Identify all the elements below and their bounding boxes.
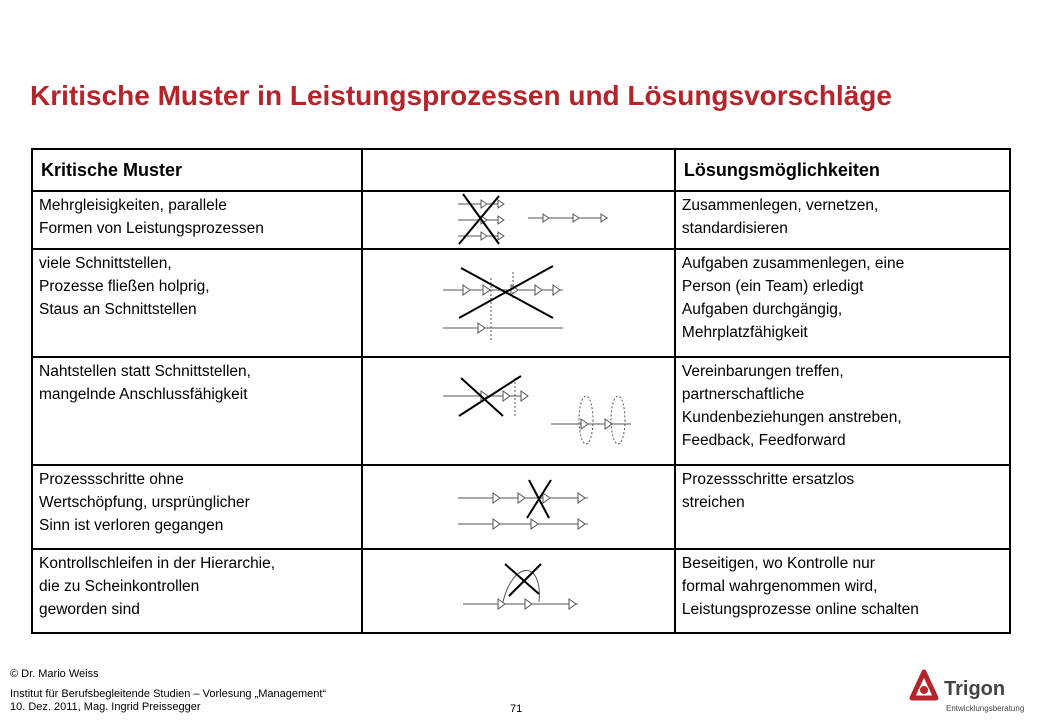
footer-date-author: 10. Dez. 2011, Mag. Ingrid Preissegger	[10, 701, 201, 713]
footer-institute: Institut für Berufsbegleitende Studien – Vorlesung „Management“	[10, 688, 327, 700]
table-row	[32, 549, 1010, 633]
solution-line: Zusammenlegen, vernetzen,	[681, 197, 879, 214]
table-header-row	[32, 149, 1010, 191]
solution-line: standardisieren	[681, 220, 788, 237]
pattern-line: Prozessschritte ohne	[39, 471, 184, 488]
interfaces-diagram	[363, 250, 671, 356]
logo-tagline: Entwicklungsberatung	[946, 704, 1025, 713]
pattern-line: viele Schnittstellen,	[39, 255, 172, 272]
pattern-cell	[32, 465, 362, 549]
pattern-line: Wertschöpfung, ursprünglicher	[39, 494, 250, 511]
pattern-line: die zu Scheinkontrollen	[39, 578, 200, 595]
solution-line: streichen	[681, 494, 745, 511]
table-row	[32, 249, 1010, 357]
pattern-line: Nahtstellen statt Schnittstellen,	[39, 363, 251, 380]
solution-cell	[675, 357, 1010, 465]
pattern-line: mangelnde Anschlussfähigkeit	[39, 386, 248, 403]
pattern-line: Mehrgleisigkeiten, parallele	[39, 197, 227, 214]
pattern-line: geworden sind	[39, 601, 140, 618]
solution-cell	[675, 465, 1010, 549]
diagram-cell	[362, 191, 675, 249]
pattern-cell	[32, 549, 362, 633]
solution-line: Person (ein Team) erledigt	[681, 278, 864, 295]
diagram-cell	[362, 249, 675, 357]
solution-line: Aufgaben durchgängig,	[681, 301, 843, 318]
diagram-cell	[362, 549, 675, 633]
diagram-cell	[362, 357, 675, 465]
solution-line: Prozessschritte ersatzlos	[681, 471, 855, 488]
footer-copyright: © Dr. Mario Weiss	[10, 668, 99, 680]
solution-line: Mehrplatzfähigkeit	[681, 324, 808, 341]
solution-cell	[675, 549, 1010, 633]
header-solutions: Lösungsmöglichkeiten	[675, 149, 1010, 191]
parallel-processes-diagram	[363, 192, 671, 248]
pattern-line: Formen von Leistungsprozessen	[39, 220, 264, 237]
slide-title: Kritische Muster in Leistungsprozessen und Lösungsvorschläge	[30, 80, 892, 111]
solution-line: Beseitigen, wo Kontrolle nur	[681, 555, 875, 572]
trigon-logo	[908, 668, 1025, 716]
solution-line: Feedback, Feedforward	[681, 432, 846, 449]
table-row	[32, 465, 1010, 549]
control-loops-diagram	[363, 550, 671, 632]
page-number: 71	[510, 703, 523, 715]
solution-cell	[675, 191, 1010, 249]
pattern-line: Kontrollschleifen in der Hierarchie,	[39, 555, 276, 572]
solution-line: Aufgaben zusammenlegen, eine	[681, 255, 905, 272]
solution-line: partnerschaftliche	[681, 386, 805, 403]
solution-line: Kundenbeziehungen anstreben,	[681, 409, 902, 426]
pattern-cell	[32, 357, 362, 465]
pattern-line: Prozesse fließen holprig,	[39, 278, 210, 295]
table-row	[32, 191, 1010, 249]
solution-line: Leistungsprozesse online schalten	[681, 601, 919, 618]
pattern-cell	[32, 249, 362, 357]
seams-diagram	[363, 358, 671, 464]
solution-line: Vereinbarungen treffen,	[681, 363, 844, 380]
pattern-line: Sinn ist verloren gegangen	[39, 517, 224, 534]
logo-name: Trigon	[944, 678, 1006, 700]
pattern-line: Staus an Schnittstellen	[39, 301, 197, 318]
solution-cell	[675, 249, 1010, 357]
solution-line: formal wahrgenommen wird,	[681, 578, 878, 595]
header-patterns: Kritische Muster	[32, 149, 362, 191]
pattern-cell	[32, 191, 362, 249]
trigon-mark-icon	[908, 668, 940, 704]
diagram-cell	[362, 465, 675, 549]
patterns-table	[31, 148, 1011, 634]
header-diagram	[362, 149, 675, 191]
non-value-steps-diagram	[363, 466, 671, 548]
table-row	[32, 357, 1010, 465]
